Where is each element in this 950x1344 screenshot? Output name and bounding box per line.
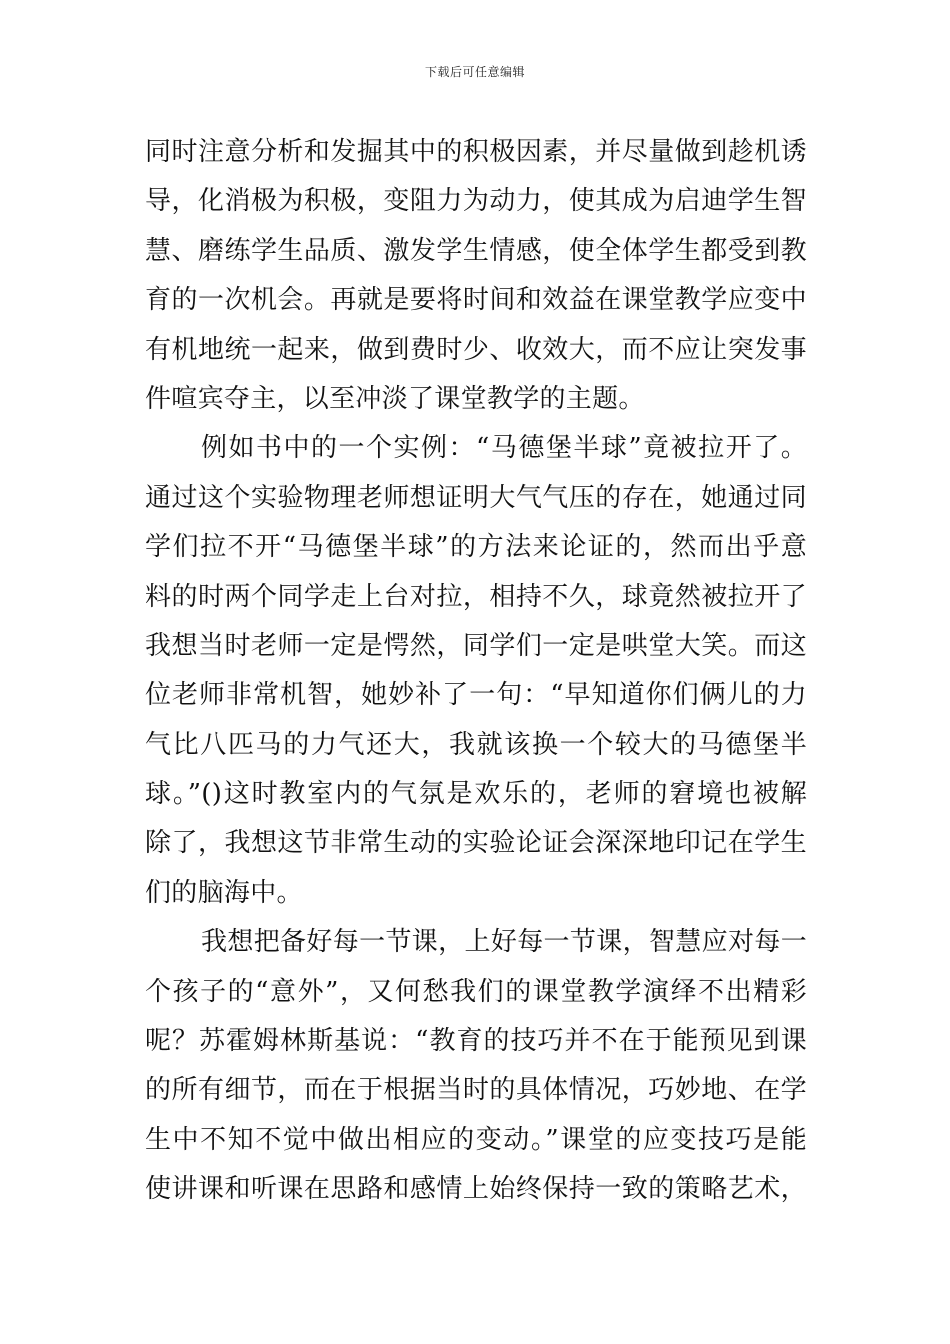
text-line: 通过这个实验物理老师想证明大气气压的存在，她通过同 (145, 482, 807, 513)
page-header: 下载后可任意编辑 (424, 65, 525, 79)
text-line: 慧、磨练学生品质、激发学生情感，使全体学生都受到教 (145, 235, 807, 266)
text-line: 导，化消极为积极，变阻力为动力，使其成为启迪学生智 (145, 186, 807, 217)
text-line: 生中不知不觉中做出相应的变动。”课堂的应变技巧是能 (145, 1124, 807, 1155)
paragraph-1 (145, 128, 807, 424)
paragraph-2 (145, 424, 807, 918)
text-line: 有机地统一起来，做到费时少、收效大，而不应让突发事 (145, 334, 807, 365)
text-line: 学们拉不开“马德堡半球”的方法来论证的，然而出乎意 (145, 532, 807, 563)
text-line: 们的脑海中。 (145, 877, 303, 908)
text-line: 我想当时老师一定是愕然，同学们一定是哄堂大笑。而这 (145, 630, 807, 661)
text-line: 除了，我想这节非常生动的实验论证会深深地印记在学生 (145, 828, 807, 859)
text-line: 例如书中的一个实例：“马德堡半球”竟被拉开了。 (201, 433, 807, 464)
text-line: 个孩子的“意外”，又何愁我们的课堂教学演绎不出精彩 (145, 976, 807, 1007)
text-line: 球。”()这时教室内的气氛是欢乐的，老师的窘境也被解 (145, 779, 807, 810)
paragraph-3 (145, 918, 807, 1214)
text-line: 的所有细节，而在于根据当时的具体情况，巧妙地、在学 (145, 1075, 807, 1106)
document-body (145, 128, 807, 1215)
text-line: 同时注意分析和发掘其中的积极因素，并尽量做到趁机诱 (145, 137, 807, 167)
text-line: 育的一次机会。再就是要将时间和效益在课堂教学应变中 (145, 285, 807, 316)
text-line: 我想把备好每一节课，上好每一节课，智慧应对每一 (201, 927, 807, 958)
text-line: 料的时两个同学走上台对拉，相持不久，球竟然被拉开了 (145, 581, 807, 612)
text-line: 气比八匹马的力气还大，我就该换一个较大的马德堡半 (145, 729, 807, 760)
text-line: 位老师非常机智，她妙补了一句：“早知道你们俩儿的力 (145, 680, 807, 711)
text-line: 呢？苏霍姆林斯基说：“教育的技巧并不在于能预见到课 (145, 1026, 807, 1057)
text-line: 使讲课和听课在思路和感情上始终保持一致的策略艺术， (145, 1174, 807, 1205)
text-line: 件喧宾夺主，以至冲淡了课堂教学的主题。 (145, 383, 645, 414)
